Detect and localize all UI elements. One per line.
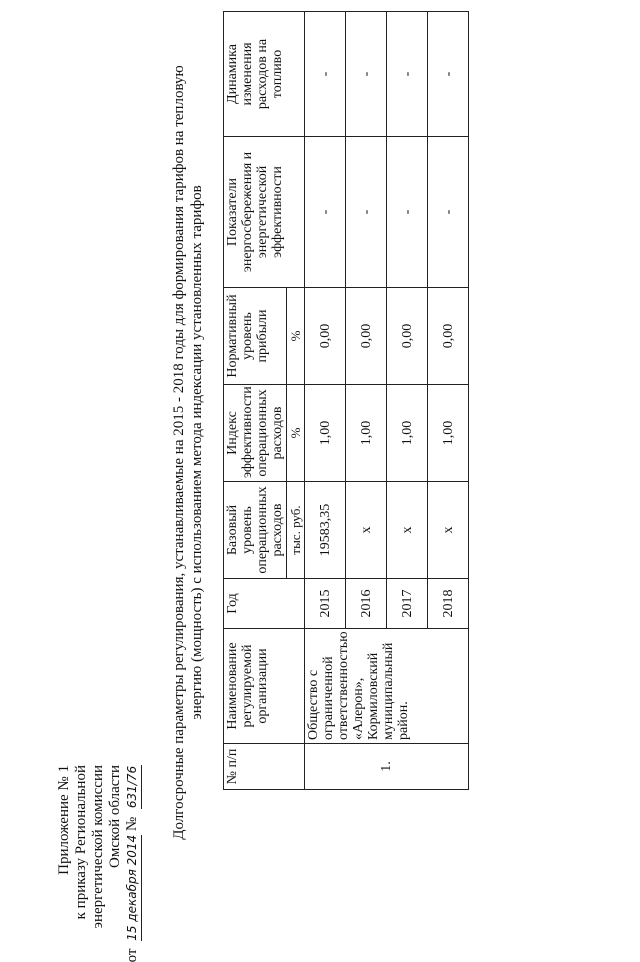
header-energy-saving: Показатели энергосбережения и энергетической эффективности: [224, 137, 305, 288]
unit-base: тыс. руб.: [287, 482, 305, 579]
header-fuel-dynamics: Динамика изменения расходов на топливо: [224, 12, 305, 137]
header-efficiency-index: Индекс эффективности операционных расходов: [224, 385, 287, 482]
organization-name: Общество с ограниченной ответственностью «Алерон», Кормиловский муниципальный район.: [305, 629, 469, 744]
fuel-cell: -: [428, 12, 469, 137]
table-row: [305, 12, 346, 790]
index-cell: 1,00: [305, 385, 346, 482]
profit-cell: 0,00: [428, 288, 469, 385]
title-line-1: Долгосрочные параметры регулирования, устанавливаемые на 2015 - 2018 годы для формирования тарифов на тепловую: [171, 65, 187, 840]
handwritten-date: 15 декабря 2014: [124, 835, 142, 941]
fuel-cell: -: [305, 12, 346, 137]
energy-cell: -: [428, 137, 469, 288]
appendix-date-line: [124, 765, 142, 962]
appendix-line-1: Приложение № 1: [56, 765, 72, 875]
number-prefix: №: [124, 816, 140, 832]
base-cell: 19583,35: [305, 482, 346, 579]
appendix-line-3: энергетической комиссии: [90, 765, 106, 929]
parameters-table: [223, 11, 469, 790]
base-cell: x: [428, 482, 469, 579]
year-cell: 2015: [305, 579, 346, 629]
energy-cell: -: [387, 137, 428, 288]
date-prefix: от: [124, 948, 140, 962]
year-cell: 2018: [428, 579, 469, 629]
year-cell: 2017: [387, 579, 428, 629]
header-profit-level: Нормативный уровень прибыли: [224, 288, 287, 385]
header-organization: Наименование регулируемой организации: [224, 629, 305, 744]
fuel-cell: -: [346, 12, 387, 137]
energy-cell: -: [305, 137, 346, 288]
header-year: Год: [224, 579, 305, 629]
unit-index: %: [287, 385, 305, 482]
index-cell: 1,00: [428, 385, 469, 482]
profit-cell: 0,00: [346, 288, 387, 385]
unit-profit: %: [287, 288, 305, 385]
appendix-block: [56, 765, 142, 962]
appendix-line-2: к приказу Региональной: [73, 765, 89, 920]
profit-cell: 0,00: [387, 288, 428, 385]
energy-cell: -: [346, 137, 387, 288]
row-number: 1.: [305, 744, 469, 790]
table-header-row: [224, 12, 287, 790]
year-cell: 2016: [346, 579, 387, 629]
index-cell: 1,00: [387, 385, 428, 482]
header-base-level: Базовый уровень операционных расходов: [224, 482, 287, 579]
header-num: № п/п: [224, 744, 305, 790]
document-title: [170, 0, 206, 905]
base-cell: x: [346, 482, 387, 579]
index-cell: 1,00: [346, 385, 387, 482]
handwritten-number: 631/76: [124, 765, 142, 809]
profit-cell: 0,00: [305, 288, 346, 385]
title-line-2: энергию (мощность) с использованием метода индексации установленных тарифов: [189, 185, 205, 720]
fuel-cell: -: [387, 12, 428, 137]
appendix-line-4: Омской области: [107, 765, 123, 868]
base-cell: x: [387, 482, 428, 579]
